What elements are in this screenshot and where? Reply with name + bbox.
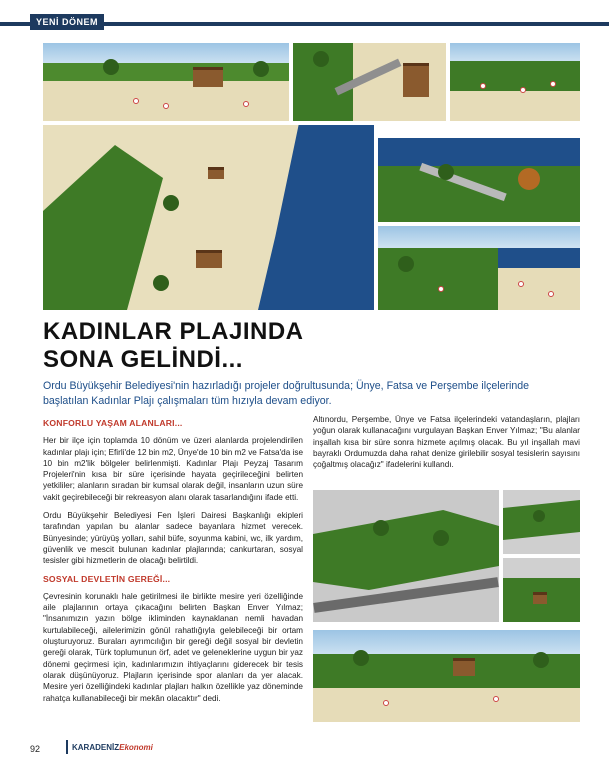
- subheading-sosyal: SOSYAL DEVLETİN GEREĞİ...: [43, 573, 171, 584]
- paragraph-1: Her bir ilçe için toplamda 10 dönüm ve üzeri alanlarda projelendirilen kadınlar plajı için; Efirli'de 12 bin m2, Ünye'de 10 bin m2 ve Fatsa'da ise 10 bin m2'lik bölgeler belirlenmişti. Kadınlar Plajı Peyzaj Tasarım Projeleri'nin kısa bir süre içerisinde hayata geçirileceğini belirten yetkililer; alanların sıradan bir kumsal olarak değil, insanların uzun süre vakit geçirebileceği bir rekreasyon alanı olarak tasarlandığını ifade etti.: [43, 436, 304, 502]
- brand-part-2: Ekonomi: [119, 743, 153, 752]
- left-column: [43, 418, 303, 711]
- footer-divider: [66, 740, 68, 754]
- rendering-image-10: [313, 630, 580, 722]
- rendering-image-2: [293, 43, 446, 121]
- rendering-image-5: [378, 138, 580, 222]
- paragraph-3: Çevresinin korunaklı hale getirilmesi ile birlikte mesire yeri özelliğinde aile plajlarının ortaya çıkacağını belirten Başkan Enver Yılmaz; "İnsanımızın yazın bölge ikliminden kaynaklanan nemli havadan kurtulabileceği, ailelerimizin gönül rahatlığıyla gelebileceği bir ortam oluşturuyoruz. Buraları ayrımcılığın bir gereği değil sosyal bir devletin gereği olarak, Türk toplumunun örf, adet ve geleneklerine uygun bir yaz dönemi geçirmesi için, kadınlarımızın ihtiyaçlarını giderecek bir tesis olarak düşünüyoruz. Plajların içerisinde spor alanları da yer alacak. Mesire yeri özelliğindeki kadınlar plajları halkın özellikle yaz döneminde rahatça kullanabileceği bir mekân olacaktır" dedi.: [43, 591, 303, 703]
- section-tag: YENİ DÖNEM: [30, 14, 104, 30]
- title-line-1: KADINLAR PLAJINDA: [43, 318, 304, 345]
- right-column: [313, 414, 580, 477]
- subheading-konforlu: KONFORLU YAŞAM ALANLARI...: [43, 418, 183, 428]
- rendering-image-7: [313, 490, 499, 622]
- rendering-image-3: [450, 43, 580, 121]
- rendering-image-9: [503, 558, 580, 622]
- paragraph-2: Ordu Büyükşehir Belediyesi Fen İşleri Dairesi Başkanlığı ekipleri tarafından yapılan bu alanlar sadece bayanlara hizmet verecek. Bünyesinde; yürüyüş yolları, sahil büfe, soyunma kabini, wc, ilk yardım, güvenlik ve mescit bulunan kadınlar plajlarında; cankurtaran, sosyal tesisler gibi hizmetlerin de olacağı belirtildi.: [43, 511, 303, 566]
- rendering-image-1: [43, 43, 289, 121]
- title-line-2: SONA GELİNDİ...: [43, 346, 243, 373]
- paragraph-4: Altınordu, Perşembe, Ünye ve Fatsa ilçelerindeki vatandaşların, plajları yoğun olarak kullanacağını vurgulayan Başkan Enver Yılmaz; "Bu alanlar inşallah kısa bir süre sonra hizmete açılmış olacak. Bu yıl inşallah mavi bayraklı Ordumuzda daha rahat denize girilebilir sosyal tesislerin sayısını çoğaltmış olacağız" ifadelerini kullandı.: [313, 415, 580, 470]
- brand-part-1: KARADENİZ: [72, 743, 120, 752]
- rendering-image-4: [43, 125, 374, 310]
- article-lead: Ordu Büyükşehir Belediyesi'nin hazırladığı projeler doğrultusunda; Ünye, Fatsa ve Perşembe ilçelerinde başlatılan Kadınlar Plajı çalışmaları tüm hızıyla devam ediyor.: [43, 380, 530, 407]
- rendering-image-8: [503, 490, 580, 554]
- page-number: 92: [30, 744, 41, 754]
- rendering-image-6: [378, 226, 580, 310]
- article-title: [43, 318, 304, 374]
- footer-brand-logo: [72, 743, 153, 752]
